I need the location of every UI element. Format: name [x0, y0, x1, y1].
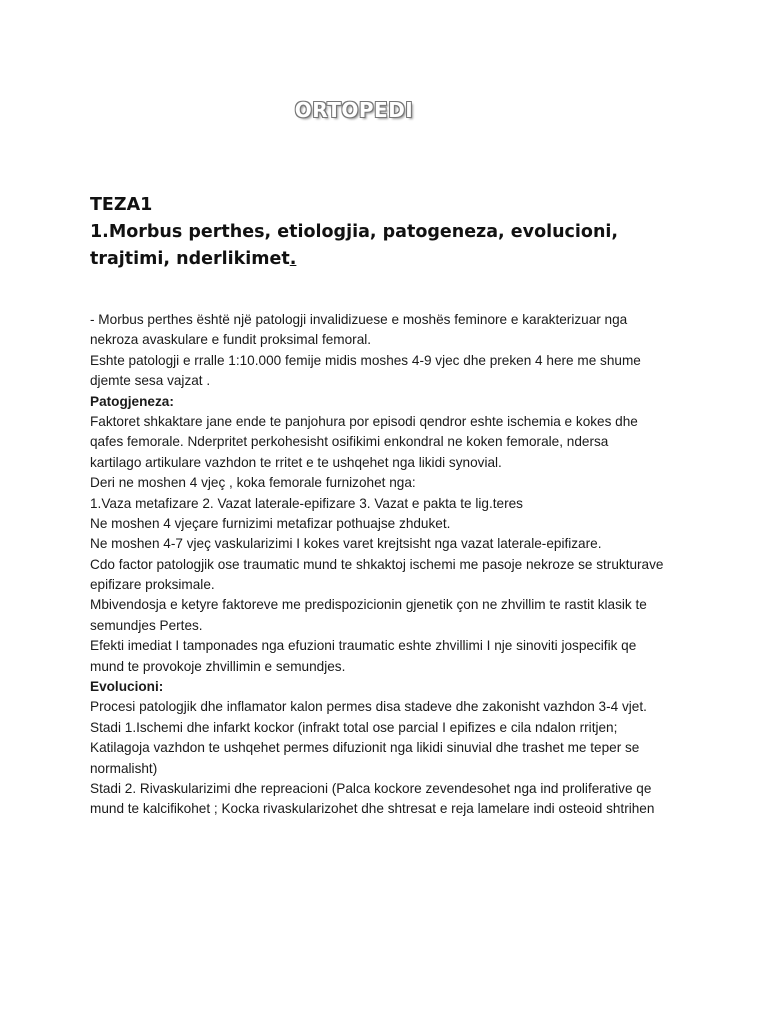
paragraph-line: Efekti imediat I tamponades nga efuzioni traumatic eshte zhvillimi I nje sinoviti jospecifik qe	[90, 638, 637, 654]
paragraph-line: nekroza avaskulare e fundit proksimal femoral.	[90, 332, 372, 348]
question-heading	[90, 219, 690, 273]
paragraph-line: Eshte patologji e rralle 1:10.000 femije midis moshes 4-9 vjec dhe preken 4 here me shume	[90, 352, 641, 368]
question-text: 1.Morbus perthes, etiologjia, patogeneza, evolucioni, trajtimi, nderlikimet	[90, 222, 619, 269]
paragraph-line: Procesi patologjik dhe inflamator kalon permes disa stadeve dhe zakonisht vazhdon 3-4 vjet.	[90, 699, 647, 715]
section-heading: Patogjeneza:	[90, 393, 174, 409]
paragraph-line: qafes femorale. Nderpritet perkohesisht osifikimi enkondral ne koken femorale, ndersa	[90, 434, 609, 450]
paragraph-line: mund te kalcifikohet ; Kocka rivaskularizohet dhe shtresat e reja lamelare indi osteoid shtrihen	[90, 801, 655, 817]
paragraph-line: Ne moshen 4-7 vjeç vaskularizimi I kokes varet krejtsisht nga vazat laterale-epifizare.	[90, 536, 602, 552]
paragraph-line: Stadi 2. Rivaskularizimi dhe repreacioni (Palca kockore zevendesohet nga ind proliferative qe	[90, 780, 652, 796]
paragraph-line: epifizare proksimale.	[90, 577, 215, 593]
paragraph-line: kartilago artikulare vazhdon te rritet e te ushqehet nga likidi synovial.	[90, 454, 502, 470]
paragraph-line: - Morbus perthes është një patologji invalidizuese e moshës feminore e karakterizuar nga	[90, 312, 628, 327]
document-body	[90, 310, 690, 820]
paragraph-line: mund te provokoje zhvillimin e semundjes.	[90, 658, 346, 674]
paragraph-line: Stadi 1.Ischemi dhe infarkt kockor (infrakt total ose parcial I epifizes e cila ndalon rritjen;	[90, 719, 618, 735]
paragraph-line: djemte sesa vajzat .	[90, 373, 211, 389]
document-title: ORTOPEDI	[294, 98, 414, 122]
paragraph-line: 1.Vaza metafizare 2. Vazat laterale-epifizare 3. Vazat e pakta te lig.teres	[90, 495, 523, 511]
paragraph-line: Faktoret shkaktare jane ende te panjohura por episodi qendror eshte ischemia e kokes dhe	[90, 413, 638, 429]
paragraph-line: normalisht)	[90, 760, 158, 776]
question-suffix: .	[289, 249, 297, 269]
thesis-heading: TEZA1	[90, 195, 153, 215]
paragraph-line: semundjes Pertes.	[90, 617, 203, 633]
paragraph-line: Deri ne moshen 4 vjeç , koka femorale furnizohet nga:	[90, 475, 416, 491]
paragraph-line: Ne moshen 4 vjeçare furnizimi metafizar pothuajse zhduket.	[90, 515, 451, 531]
paragraph-line: Cdo factor patologjik ose traumatic mund te shkaktoj ischemi me pasoje nekroze se strukturave	[90, 556, 664, 572]
section-heading: Evolucioni:	[90, 679, 164, 695]
paragraph-line: Katilagoja vazhdon te ushqehet permes difuzionit nga likidi sinuvial dhe trashet me teper se	[90, 740, 640, 756]
paragraph-line: Mbivendosja e ketyre faktoreve me predispozicionin gjenetik çon ne zhvillim te rastit klasik te	[90, 597, 647, 613]
